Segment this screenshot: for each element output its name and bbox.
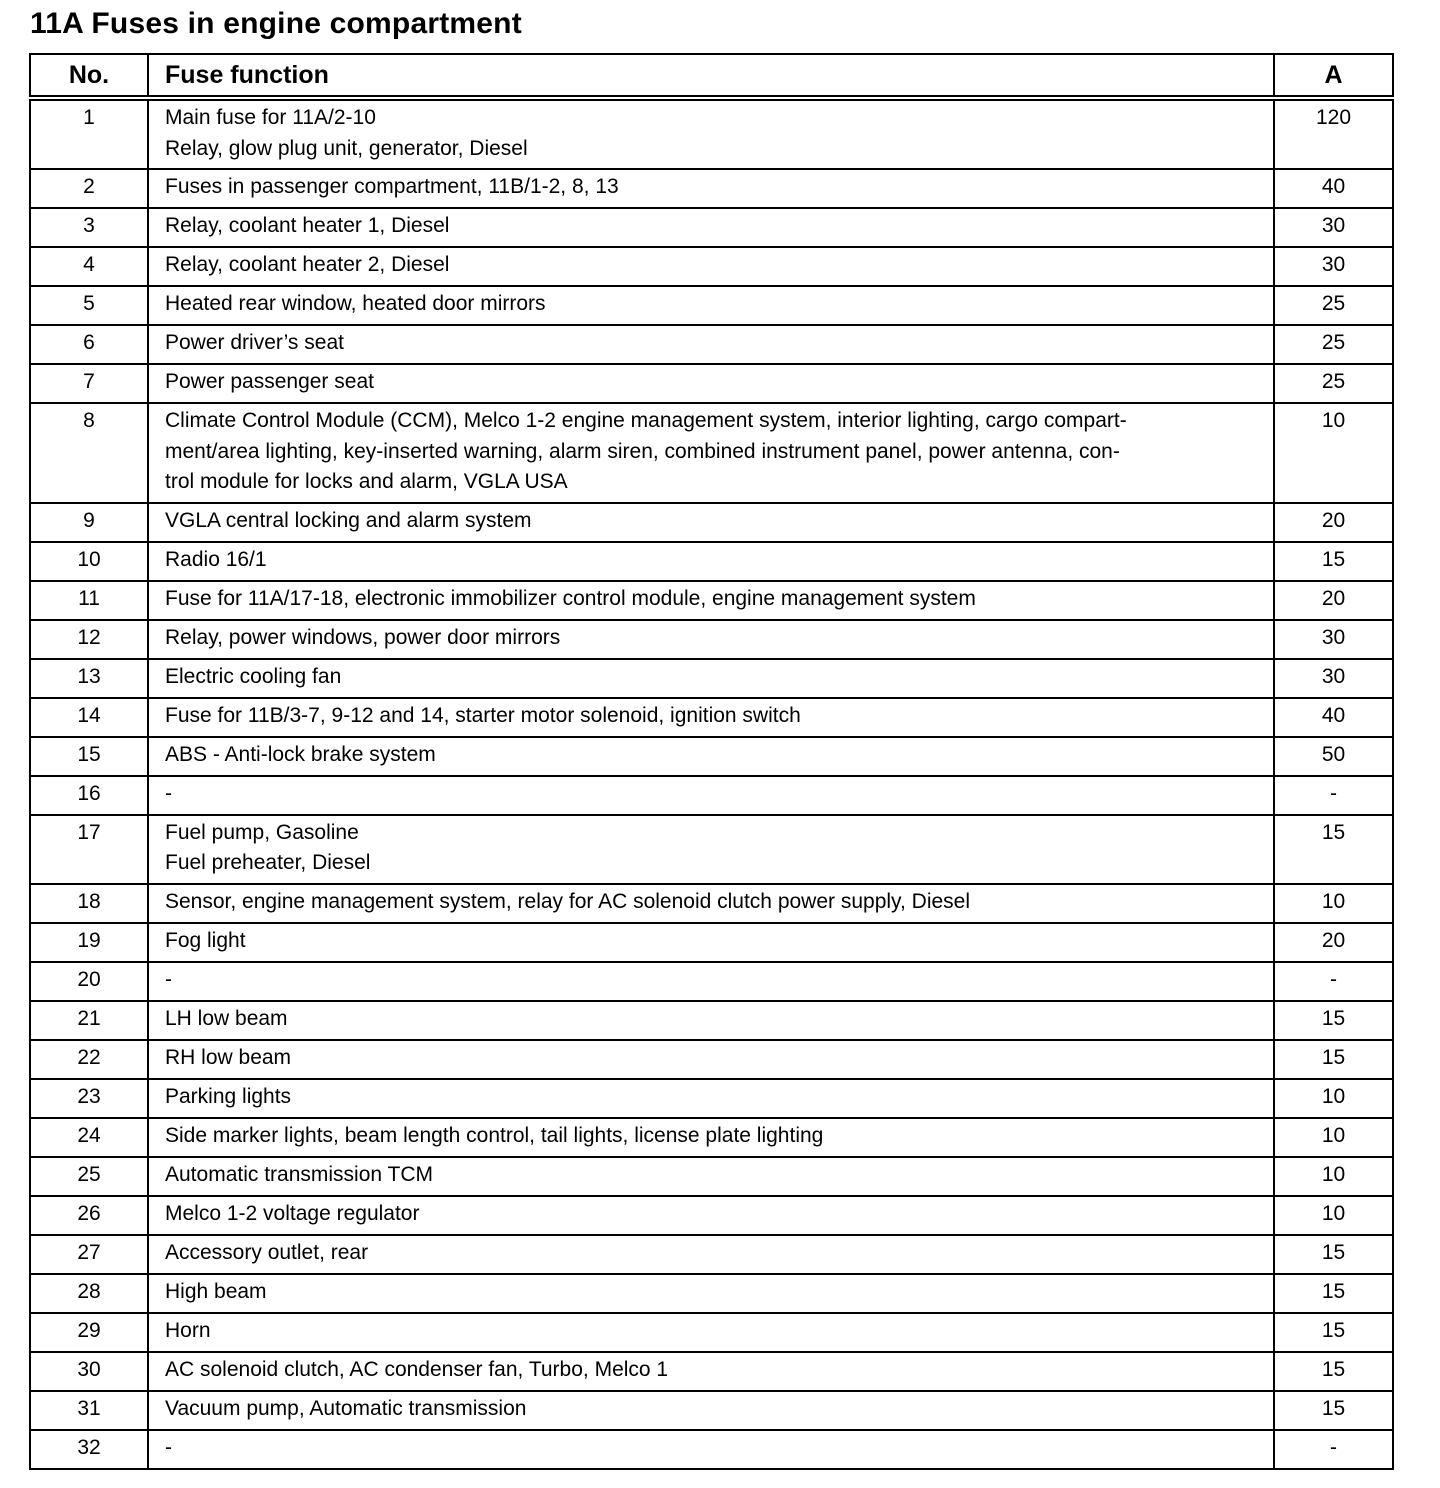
table-row [30, 923, 1393, 962]
table-row [30, 98, 1393, 169]
fuse-number-cell: 12 [30, 620, 148, 659]
fuse-amperage-cell: 30 [1274, 208, 1393, 247]
fuse-amperage-cell: 30 [1274, 620, 1393, 659]
header-no: No. [30, 54, 148, 98]
fuse-function-cell: Climate Control Module (CCM), Melco 1-2 engine management system, interior lighting, cargo compart- ment/area lighting, key-inserted warning, alarm siren, combined instrument panel, power antenna, con- trol module for locks and alarm, VGLA USA [148, 403, 1274, 503]
fuse-number-cell: 7 [30, 364, 148, 403]
fuse-number-cell: 28 [30, 1274, 148, 1313]
fuse-number-cell: 18 [30, 884, 148, 923]
fuse-number-cell: 6 [30, 325, 148, 364]
fuse-function-cell: Radio 16/1 [148, 542, 1274, 581]
table-row [30, 286, 1393, 325]
table-row [30, 364, 1393, 403]
fuse-number-cell: 23 [30, 1079, 148, 1118]
fuse-function-cell: - [148, 962, 1274, 1001]
fuse-function-cell: Fuse for 11A/17-18, electronic immobilizer control module, engine management system [148, 581, 1274, 620]
fuse-amperage-cell: 15 [1274, 815, 1393, 884]
fuse-function-cell: LH low beam [148, 1001, 1274, 1040]
fuse-function-cell: Relay, coolant heater 2, Diesel [148, 247, 1274, 286]
table-row [30, 1040, 1393, 1079]
table-header [30, 54, 1393, 98]
fuse-function-cell: Automatic transmission TCM [148, 1157, 1274, 1196]
fuse-number-cell: 1 [30, 98, 148, 169]
table-row [30, 208, 1393, 247]
table-row [30, 1118, 1393, 1157]
fuse-amperage-cell: 15 [1274, 1001, 1393, 1040]
fuse-function-cell: Side marker lights, beam length control, tail lights, license plate lighting [148, 1118, 1274, 1157]
fuse-amperage-cell: 25 [1274, 364, 1393, 403]
fuse-number-cell: 30 [30, 1352, 148, 1391]
fuse-amperage-cell: - [1274, 776, 1393, 815]
fuse-amperage-cell: 25 [1274, 325, 1393, 364]
fuse-number-cell: 19 [30, 923, 148, 962]
fuse-number-cell: 15 [30, 737, 148, 776]
table-row [30, 1196, 1393, 1235]
table-row [30, 1391, 1393, 1430]
page-title: 11A Fuses in engine compartment [30, 7, 522, 40]
table-row [30, 737, 1393, 776]
fuse-function-cell: ABS - Anti-lock brake system [148, 737, 1274, 776]
fuse-amperage-cell: 15 [1274, 1391, 1393, 1430]
fuse-function-cell: Fuses in passenger compartment, 11B/1-2, 8, 13 [148, 169, 1274, 208]
fuse-number-cell: 26 [30, 1196, 148, 1235]
fuse-number-cell: 14 [30, 698, 148, 737]
table-row [30, 403, 1393, 503]
fuse-number-cell: 31 [30, 1391, 148, 1430]
table-row [30, 1157, 1393, 1196]
table-row [30, 1001, 1393, 1040]
table-row [30, 1274, 1393, 1313]
table-row [30, 1235, 1393, 1274]
fuse-number-cell: 22 [30, 1040, 148, 1079]
fuse-amperage-cell: - [1274, 1430, 1393, 1469]
fuse-amperage-cell: - [1274, 962, 1393, 1001]
fuse-function-cell: - [148, 776, 1274, 815]
fuse-function-cell: Fog light [148, 923, 1274, 962]
fuse-number-cell: 9 [30, 503, 148, 542]
fuse-amperage-cell: 30 [1274, 247, 1393, 286]
table-row [30, 1313, 1393, 1352]
table-row [30, 169, 1393, 208]
fuse-function-cell: Fuel pump, Gasoline Fuel preheater, Diesel [148, 815, 1274, 884]
fuse-function-cell: Relay, coolant heater 1, Diesel [148, 208, 1274, 247]
fuse-function-cell: Horn [148, 1313, 1274, 1352]
fuse-function-cell: Heated rear window, heated door mirrors [148, 286, 1274, 325]
fuse-amperage-cell: 20 [1274, 581, 1393, 620]
table-row [30, 884, 1393, 923]
fuse-amperage-cell: 15 [1274, 1235, 1393, 1274]
fuse-function-cell: AC solenoid clutch, AC condenser fan, Turbo, Melco 1 [148, 1352, 1274, 1391]
fuse-amperage-cell: 10 [1274, 1118, 1393, 1157]
fuse-amperage-cell: 10 [1274, 1196, 1393, 1235]
fuse-amperage-cell: 10 [1274, 1079, 1393, 1118]
table-row [30, 1079, 1393, 1118]
table-row [30, 1430, 1393, 1469]
fuse-amperage-cell: 30 [1274, 659, 1393, 698]
table-row [30, 542, 1393, 581]
table-row [30, 659, 1393, 698]
fuse-amperage-cell: 10 [1274, 403, 1393, 503]
fuse-number-cell: 24 [30, 1118, 148, 1157]
fuse-function-cell: Electric cooling fan [148, 659, 1274, 698]
fuse-function-cell: Accessory outlet, rear [148, 1235, 1274, 1274]
fuse-function-cell: RH low beam [148, 1040, 1274, 1079]
fuse-number-cell: 10 [30, 542, 148, 581]
fuse-number-cell: 13 [30, 659, 148, 698]
fuse-amperage-cell: 25 [1274, 286, 1393, 325]
fuse-function-cell: Fuse for 11B/3-7, 9-12 and 14, starter motor solenoid, ignition switch [148, 698, 1274, 737]
table-row [30, 620, 1393, 659]
fuse-table [29, 53, 1394, 1470]
table-row [30, 247, 1393, 286]
table-row [30, 815, 1393, 884]
fuse-number-cell: 32 [30, 1430, 148, 1469]
fuse-number-cell: 25 [30, 1157, 148, 1196]
fuse-amperage-cell: 15 [1274, 1274, 1393, 1313]
header-function: Fuse function [148, 54, 1274, 98]
table-body [30, 98, 1393, 1469]
fuse-number-cell: 4 [30, 247, 148, 286]
fuse-function-cell: Power passenger seat [148, 364, 1274, 403]
fuse-function-cell: Main fuse for 11A/2-10 Relay, glow plug unit, generator, Diesel [148, 98, 1274, 169]
fuse-function-cell: Relay, power windows, power door mirrors [148, 620, 1274, 659]
fuse-amperage-cell: 20 [1274, 503, 1393, 542]
fuse-amperage-cell: 10 [1274, 1157, 1393, 1196]
fuse-function-cell: High beam [148, 1274, 1274, 1313]
fuse-function-cell: Parking lights [148, 1079, 1274, 1118]
fuse-function-cell: VGLA central locking and alarm system [148, 503, 1274, 542]
fuse-amperage-cell: 15 [1274, 1313, 1393, 1352]
table-row [30, 1352, 1393, 1391]
fuse-amperage-cell: 40 [1274, 698, 1393, 737]
fuse-number-cell: 2 [30, 169, 148, 208]
table-row [30, 581, 1393, 620]
table-row [30, 776, 1393, 815]
fuse-amperage-cell: 40 [1274, 169, 1393, 208]
fuse-number-cell: 27 [30, 1235, 148, 1274]
fuse-amperage-cell: 50 [1274, 737, 1393, 776]
fuse-number-cell: 11 [30, 581, 148, 620]
header-amp: A [1274, 54, 1393, 98]
fuse-number-cell: 29 [30, 1313, 148, 1352]
fuse-function-cell: Vacuum pump, Automatic transmission [148, 1391, 1274, 1430]
fuse-number-cell: 3 [30, 208, 148, 247]
fuse-number-cell: 21 [30, 1001, 148, 1040]
fuse-number-cell: 17 [30, 815, 148, 884]
table-row [30, 698, 1393, 737]
fuse-number-cell: 5 [30, 286, 148, 325]
fuse-function-cell: Sensor, engine management system, relay for AC solenoid clutch power supply, Diesel [148, 884, 1274, 923]
fuse-amperage-cell: 15 [1274, 1352, 1393, 1391]
fuse-amperage-cell: 15 [1274, 542, 1393, 581]
fuse-number-cell: 16 [30, 776, 148, 815]
fuse-amperage-cell: 120 [1274, 98, 1393, 169]
fuse-number-cell: 20 [30, 962, 148, 1001]
table-row [30, 325, 1393, 364]
fuse-number-cell: 8 [30, 403, 148, 503]
fuse-amperage-cell: 10 [1274, 884, 1393, 923]
fuse-function-cell: Power driver’s seat [148, 325, 1274, 364]
fuse-amperage-cell: 15 [1274, 1040, 1393, 1079]
table-row [30, 962, 1393, 1001]
fuse-function-cell: - [148, 1430, 1274, 1469]
fuse-function-cell: Melco 1-2 voltage regulator [148, 1196, 1274, 1235]
fuse-amperage-cell: 20 [1274, 923, 1393, 962]
header-row [30, 54, 1393, 98]
table-row [30, 503, 1393, 542]
